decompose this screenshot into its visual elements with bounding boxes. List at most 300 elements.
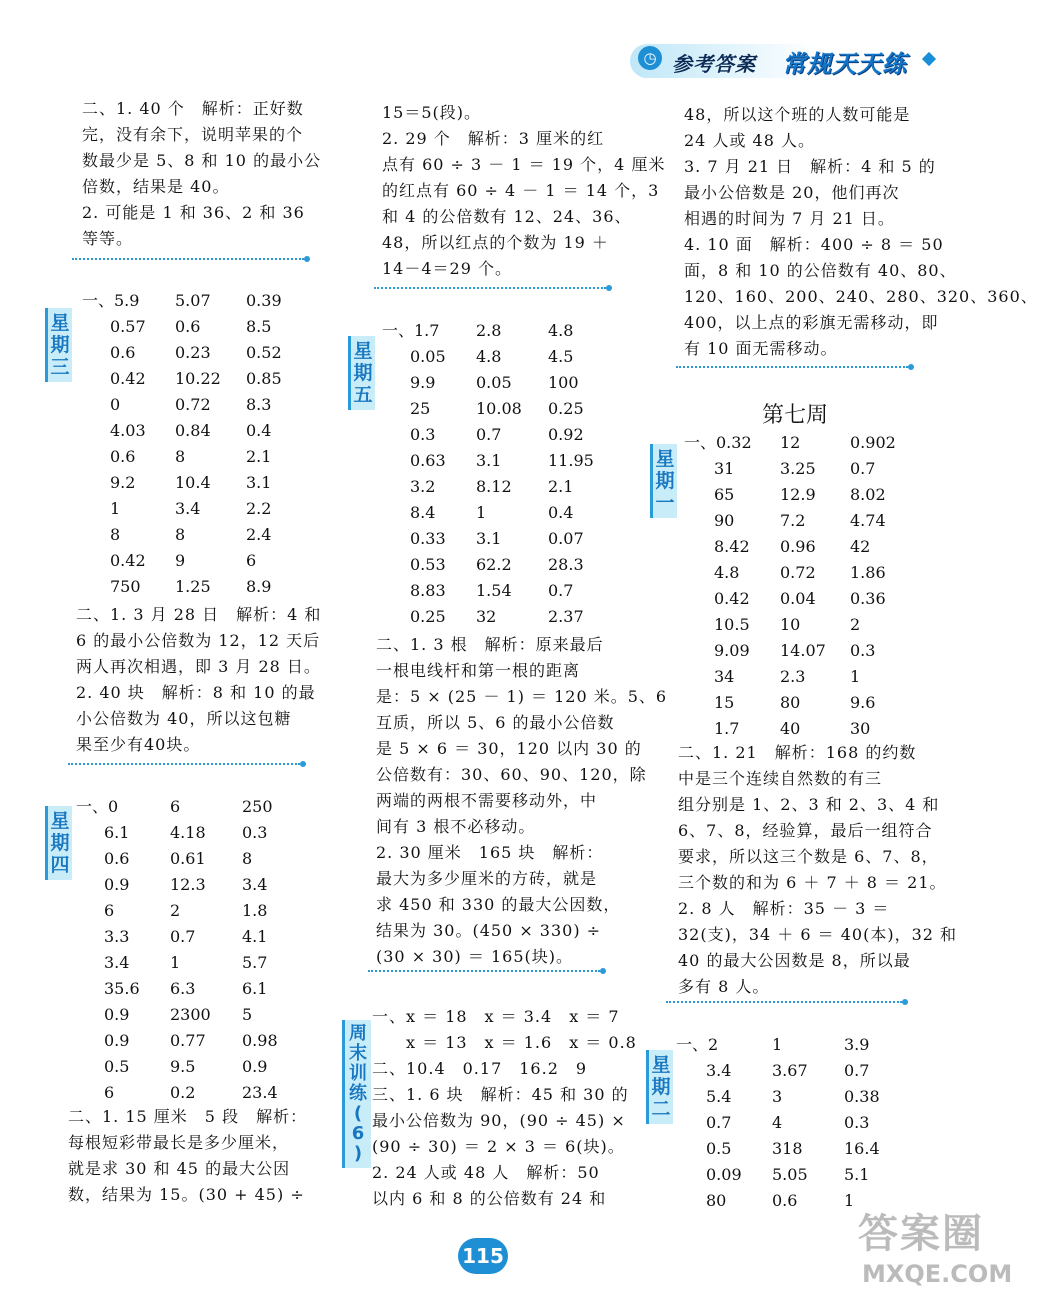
table-cell: 0.42 <box>110 369 146 388</box>
answer-line: 400，以上点的彩旗无需移动，即 <box>684 313 939 332</box>
table-cell: 8 <box>110 525 121 544</box>
table-cell: 3.4 <box>104 953 130 972</box>
table-cell: 80 <box>780 693 801 712</box>
table-cell: 15 <box>714 693 735 712</box>
table-cell: 一、2 <box>676 1035 719 1054</box>
tag-weekend-practice: 周 末 训 练 ( 6 ) <box>342 1020 371 1168</box>
answer-line: 6 的最小公倍数为 12，12 天后 <box>76 631 321 650</box>
table-cell: 3.3 <box>104 927 130 946</box>
table-row <box>76 846 306 872</box>
table-row <box>684 690 914 716</box>
table-cell: 6 <box>246 551 257 570</box>
table-cell: 42 <box>850 537 871 556</box>
table-cell: 2 <box>170 901 181 920</box>
table-cell: 3.4 <box>706 1061 732 1080</box>
table-cell: 3 <box>772 1087 783 1106</box>
watermark-logo <box>858 1202 1013 1292</box>
answer-line: 以内 6 和 8 的公倍数有 24 和 <box>372 1189 607 1208</box>
thu-answer-table <box>76 794 306 1106</box>
table-cell: 0.7 <box>170 927 196 946</box>
table-cell: 4.03 <box>110 421 146 440</box>
table-cell: 6.1 <box>104 823 130 842</box>
answer-line: 面，8 和 10 的公倍数有 40、80、 <box>684 261 957 280</box>
table-cell: 6.1 <box>242 979 268 998</box>
answer-line: 组分别是 1、2、3 和 2、3、4 和 <box>678 795 940 814</box>
table-row <box>382 552 612 578</box>
table-cell: 0.72 <box>780 563 816 582</box>
table-cell: 0.9 <box>104 875 130 894</box>
table-cell: 0.98 <box>242 1031 278 1050</box>
table-row <box>684 716 914 742</box>
table-cell: 3.67 <box>772 1061 808 1080</box>
table-cell: 4.5 <box>548 347 574 366</box>
answer-line: 间有 3 根不必移动。 <box>376 817 536 836</box>
table-row <box>382 500 612 526</box>
table-cell: 8.3 <box>246 395 272 414</box>
table-cell: 35.6 <box>104 979 140 998</box>
answer-line: 就是求 30 和 45 的最大公因 <box>68 1159 291 1178</box>
table-cell: 0.23 <box>175 343 211 362</box>
answer-line: (30 × 30) ＝ 165(块)。 <box>376 947 573 966</box>
table-row <box>382 578 612 604</box>
table-cell: 0.2 <box>170 1083 196 1102</box>
answer-line: 14－4＝29 个。 <box>382 259 512 278</box>
table-row <box>76 924 306 950</box>
answer-line: 每根短彩带最长是多少厘米， <box>68 1133 290 1152</box>
table-row <box>676 1162 906 1188</box>
header-prefix: 参考答案 <box>672 52 756 76</box>
table-cell: 3.2 <box>410 477 436 496</box>
answer-line: 的红点有 60 ÷ 4 － 1 ＝ 14 个，3 <box>382 181 660 200</box>
table-cell: 62.2 <box>476 555 512 574</box>
table-row <box>382 318 612 344</box>
table-row <box>382 474 612 500</box>
table-cell: 0.6 <box>110 447 136 466</box>
table-row <box>684 612 914 638</box>
table-cell: 8 <box>175 525 186 544</box>
table-cell: 100 <box>548 373 579 392</box>
table-cell: 0.38 <box>844 1087 880 1106</box>
table-row <box>684 430 914 456</box>
answer-line: 120、160、200、240、280、320、360、 <box>684 287 1038 306</box>
table-row <box>82 288 312 314</box>
answer-line: 是：5 × (25 － 1) ＝ 120 米。5、6 <box>376 687 668 706</box>
table-cell: 6 <box>104 901 115 920</box>
table-cell: 4 <box>772 1113 783 1132</box>
table-row <box>82 548 312 574</box>
answer-line: 2. 40 块 解析：8 和 10 的最 <box>76 683 316 702</box>
table-cell: 0.7 <box>706 1113 732 1132</box>
answer-line: 有 10 面无需移动。 <box>684 339 838 358</box>
table-cell: 0.42 <box>714 589 750 608</box>
table-cell: 0.6 <box>175 317 201 336</box>
table-row <box>684 664 914 690</box>
answer-line: 2. 24 人或 48 人 解析：50 <box>372 1163 600 1182</box>
answer-line: 6、7、8，经验算，最后一组符合 <box>678 821 933 840</box>
table-row <box>684 508 914 534</box>
table-cell: 9.9 <box>410 373 436 392</box>
table-cell: 6 <box>104 1083 115 1102</box>
answer-line: 多有 8 人。 <box>678 977 770 996</box>
answer-line: 一、x ＝ 18 x ＝ 3.4 x ＝ 7 <box>372 1007 620 1026</box>
answer-line: 2. 可能是 1 和 36、2 和 36 <box>82 203 305 222</box>
answer-line: 互质，所以 5、6 的最小公倍数 <box>376 713 615 732</box>
table-cell: 一、0 <box>76 797 119 816</box>
table-cell: 0.04 <box>780 589 816 608</box>
table-row <box>76 872 306 898</box>
divider <box>68 763 300 765</box>
table-cell: 5.05 <box>772 1165 808 1184</box>
table-cell: 12 <box>780 433 801 452</box>
table-row <box>82 496 312 522</box>
table-cell: 8 <box>175 447 186 466</box>
answer-line: 二、1. 3 月 28 日 解析：4 和 <box>76 605 322 624</box>
table-row <box>382 448 612 474</box>
table-cell: 1.86 <box>850 563 886 582</box>
table-row <box>684 586 914 612</box>
table-cell: 3.1 <box>246 473 272 492</box>
tag-friday: 星 期 五 <box>348 336 375 410</box>
table-cell: 10.22 <box>175 369 221 388</box>
table-row <box>684 638 914 664</box>
table-cell: 0.33 <box>410 529 446 548</box>
answer-line: (90 ÷ 30) ＝ 2 × 3 ＝ 6(块)。 <box>372 1137 625 1156</box>
table-cell: 90 <box>714 511 735 530</box>
table-cell: 318 <box>772 1139 803 1158</box>
table-cell: 9.6 <box>850 693 876 712</box>
answer-line: 两人再次相遇，即 3 月 28 日。 <box>76 657 321 676</box>
table-cell: 31 <box>714 459 735 478</box>
table-cell: 0.05 <box>476 373 512 392</box>
table-cell: 4.74 <box>850 511 886 530</box>
table-cell: 32 <box>476 607 497 626</box>
table-cell: 3.1 <box>476 529 502 548</box>
answer-line: 二、1. 40 个 解析：正好数 <box>82 99 304 118</box>
watermark-top: 答案圈 <box>858 1211 984 1257</box>
answer-line: 最小公倍数是 20，他们再次 <box>684 183 900 202</box>
answer-line: x ＝ 13 x ＝ 1.6 x ＝ 0.8 <box>372 1033 637 1052</box>
table-row <box>382 604 612 630</box>
divider <box>72 258 304 260</box>
table-row <box>684 560 914 586</box>
tag-thursday: 星 期 四 <box>45 806 72 880</box>
tag-monday: 星 期 一 <box>650 444 677 518</box>
table-row <box>82 470 312 496</box>
table-cell: 1 <box>772 1035 783 1054</box>
table-row <box>82 444 312 470</box>
table-row <box>382 370 612 396</box>
table-cell: 1.8 <box>242 901 268 920</box>
answer-line: 点有 60 ÷ 3 － 1 ＝ 19 个，4 厘米 <box>382 155 666 174</box>
table-cell: 0.7 <box>850 459 876 478</box>
table-row <box>76 1002 306 1028</box>
table-cell: 0.902 <box>850 433 896 452</box>
table-cell: 2.37 <box>548 607 584 626</box>
answer-line: 数最少是 5、8 和 10 的最小公 <box>82 151 322 170</box>
table-cell: 0.53 <box>410 555 446 574</box>
table-row <box>82 574 312 600</box>
wed-answer-table <box>82 288 312 600</box>
table-cell: 6.3 <box>170 979 196 998</box>
answer-line: 32(支)，34 ＋ 6 ＝ 40(本)，32 和 <box>678 925 958 944</box>
answer-line: 要求，所以这三个数是 6、7、8， <box>678 847 939 866</box>
table-cell: 2 <box>850 615 861 634</box>
table-cell: 0.36 <box>850 589 886 608</box>
table-row <box>82 366 312 392</box>
table-row <box>382 344 612 370</box>
table-cell: 一、1.7 <box>382 321 440 340</box>
table-cell: 8.83 <box>410 581 446 600</box>
answer-line: 最大为多少厘米的方砖，就是 <box>376 869 598 888</box>
table-cell: 2300 <box>170 1005 211 1024</box>
table-cell: 1 <box>476 503 487 522</box>
table-cell: 9.5 <box>170 1057 196 1076</box>
table-cell: 10.4 <box>175 473 211 492</box>
table-cell: 0.96 <box>780 537 816 556</box>
table-cell: 10.5 <box>714 615 750 634</box>
answer-line: 48，所以红点的个数为 19 ＋ <box>382 233 609 252</box>
table-cell: 1 <box>844 1191 855 1210</box>
table-cell: 2.1 <box>246 447 272 466</box>
table-cell: 23.4 <box>242 1083 278 1102</box>
table-cell: 0.05 <box>410 347 446 366</box>
answer-line: 求 450 和 330 的最大公因数， <box>376 895 621 914</box>
table-cell: 9 <box>175 551 186 570</box>
answer-line: 结果为 30。(450 × 330) ÷ <box>376 921 602 940</box>
table-cell: 1 <box>110 499 121 518</box>
answer-line: 2. 8 人 解析：35 － 3 ＝ <box>678 899 890 918</box>
table-row <box>76 794 306 820</box>
answer-line: 中是三个连续自然数的有三 <box>678 769 883 788</box>
table-row <box>676 1032 906 1058</box>
table-row <box>76 950 306 976</box>
table-cell: 11.95 <box>548 451 594 470</box>
tag-tuesday: 星 期 二 <box>646 1050 673 1124</box>
divider <box>368 970 600 972</box>
table-cell: 0.63 <box>410 451 446 470</box>
table-cell: 1.7 <box>714 719 740 738</box>
table-cell: 0.5 <box>706 1139 732 1158</box>
table-cell: 0.3 <box>844 1113 870 1132</box>
table-cell: 一、5.9 <box>82 291 140 310</box>
table-cell: 4.8 <box>714 563 740 582</box>
table-cell: 0.7 <box>476 425 502 444</box>
table-cell: 0.3 <box>850 641 876 660</box>
table-row <box>76 1080 306 1106</box>
answer-line: 三、1. 6 块 解析：45 和 30 的 <box>372 1085 629 1104</box>
answer-line: 等等。 <box>82 229 134 248</box>
tue-answer-table <box>676 1032 906 1214</box>
table-cell: 0.39 <box>246 291 282 310</box>
page-header <box>630 38 940 82</box>
table-cell: 0.7 <box>548 581 574 600</box>
table-cell: 0.92 <box>548 425 584 444</box>
table-cell: 14.07 <box>780 641 826 660</box>
table-cell: 1 <box>850 667 861 686</box>
table-cell: 0.6 <box>772 1191 798 1210</box>
table-cell: 9.09 <box>714 641 750 660</box>
table-cell: 1 <box>170 953 181 972</box>
answer-line: 2. 29 个 解析：3 厘米的红 <box>382 129 605 148</box>
table-cell: 0.6 <box>104 849 130 868</box>
table-cell: 3.4 <box>242 875 268 894</box>
table-cell: 4.18 <box>170 823 206 842</box>
answer-line: 三个数的和为 6 ＋ 7 ＋ 8 ＝ 21。 <box>678 873 947 892</box>
table-cell: 12.9 <box>780 485 816 504</box>
table-cell: 0.9 <box>104 1031 130 1050</box>
answer-line: 2. 30 厘米 165 块 解析： <box>376 843 604 862</box>
table-cell: 12.3 <box>170 875 206 894</box>
answer-line: 相遇的时间为 7 月 21 日。 <box>684 209 895 228</box>
table-cell: 40 <box>780 719 801 738</box>
table-row <box>676 1084 906 1110</box>
answer-line: 公倍数有：30、60、90、120，除 <box>376 765 647 784</box>
divider <box>374 287 606 289</box>
table-row <box>382 526 612 552</box>
answer-line: 40 的最大公因数是 8，所以最 <box>678 951 911 970</box>
table-cell: 2.3 <box>780 667 806 686</box>
table-cell: 1.54 <box>476 581 512 600</box>
table-cell: 16.4 <box>844 1139 880 1158</box>
table-cell: 0.42 <box>110 551 146 570</box>
answer-line: 24 人或 48 人。 <box>684 131 815 150</box>
table-row <box>76 1028 306 1054</box>
fri-answer-table <box>382 318 612 630</box>
divider <box>676 366 908 368</box>
table-cell: 2.2 <box>246 499 272 518</box>
answer-line: 最小公倍数为 90，(90 ÷ 45) × <box>372 1111 626 1130</box>
table-cell: 0.72 <box>175 395 211 414</box>
table-cell: 34 <box>714 667 735 686</box>
answer-line: 数，结果为 15。(30 + 45) ÷ <box>68 1185 305 1204</box>
table-cell: 65 <box>714 485 735 504</box>
table-cell: 3.4 <box>175 499 201 518</box>
table-cell: 2.4 <box>246 525 272 544</box>
table-cell: 8.4 <box>410 503 436 522</box>
answer-line: 和 4 的公倍数有 12、24、36、 <box>382 207 632 226</box>
table-cell: 0.07 <box>548 529 584 548</box>
table-cell: 2.8 <box>476 321 502 340</box>
answer-line: 完，没有余下，说明苹果的个 <box>82 125 304 144</box>
table-cell: 0.52 <box>246 343 282 362</box>
table-row <box>82 340 312 366</box>
table-cell: 6 <box>170 797 181 816</box>
table-row <box>76 976 306 1002</box>
table-cell: 8.12 <box>476 477 512 496</box>
table-cell: 0.25 <box>410 607 446 626</box>
table-row <box>684 456 914 482</box>
table-cell: 0.84 <box>175 421 211 440</box>
watermark-bottom: MXQE.COM <box>862 1260 1013 1288</box>
table-row <box>76 820 306 846</box>
table-row <box>76 1054 306 1080</box>
table-cell: 9.2 <box>110 473 136 492</box>
table-cell: 0.3 <box>410 425 436 444</box>
answer-line: 二、1. 3 根 解析：原来最后 <box>376 635 604 654</box>
table-cell: 一、0.32 <box>684 433 752 452</box>
table-cell: 4.8 <box>548 321 574 340</box>
table-row <box>676 1058 906 1084</box>
table-cell: 8.02 <box>850 485 886 504</box>
table-cell: 3.9 <box>844 1035 870 1054</box>
table-cell: 1.25 <box>175 577 211 596</box>
divider <box>666 1001 902 1003</box>
week-title: 第七周 <box>762 403 829 428</box>
table-cell: 750 <box>110 577 141 596</box>
table-cell: 8 <box>242 849 253 868</box>
table-row <box>82 314 312 340</box>
table-cell: 8.9 <box>246 577 272 596</box>
table-cell: 0 <box>110 395 121 414</box>
table-row <box>82 418 312 444</box>
table-cell: 0.5 <box>104 1057 130 1076</box>
table-cell: 3.25 <box>780 459 816 478</box>
table-cell: 0.25 <box>548 399 584 418</box>
page-number: 115 <box>458 1238 508 1274</box>
table-cell: 10.08 <box>476 399 522 418</box>
table-cell: 2.1 <box>548 477 574 496</box>
table-cell: 5 <box>242 1005 253 1024</box>
table-row <box>76 898 306 924</box>
table-cell: 5.7 <box>242 953 268 972</box>
mon-answer-table <box>684 430 914 742</box>
header-brand: 常规天天练 <box>782 50 907 78</box>
answer-line: 果至少有40块。 <box>76 735 201 754</box>
table-row <box>82 392 312 418</box>
table-cell: 0.4 <box>548 503 574 522</box>
clock-icon: ◷ <box>638 46 662 70</box>
table-cell: 25 <box>410 399 431 418</box>
table-cell: 0.7 <box>844 1061 870 1080</box>
table-cell: 0.77 <box>170 1031 206 1050</box>
answer-line: 二、10.4 0.17 16.2 9 <box>372 1059 588 1078</box>
table-cell: 8.42 <box>714 537 750 556</box>
table-cell: 30 <box>850 719 871 738</box>
table-cell: 0.9 <box>242 1057 268 1076</box>
answer-line: 小公倍数为 40，所以这包糖 <box>76 709 292 728</box>
table-cell: 3.1 <box>476 451 502 470</box>
table-cell: 0.09 <box>706 1165 742 1184</box>
tag-wednesday: 星 期 三 <box>45 308 72 382</box>
answer-line: 3. 7 月 21 日 解析：4 和 5 的 <box>684 157 936 176</box>
table-cell: 0.61 <box>170 849 206 868</box>
table-row <box>382 422 612 448</box>
table-cell: 28.3 <box>548 555 584 574</box>
table-cell: 7.2 <box>780 511 806 530</box>
table-cell: 5.07 <box>175 291 211 310</box>
table-row <box>82 522 312 548</box>
answer-line: 二、1. 21 解析：168 的约数 <box>678 743 917 762</box>
table-row <box>684 482 914 508</box>
answer-line: 4. 10 面 解析：400 ÷ 8 ＝ 50 <box>684 235 944 254</box>
answer-line: 一根电线杆和第一根的距离 <box>376 661 581 680</box>
table-cell: 0.57 <box>110 317 146 336</box>
table-cell: 0.3 <box>242 823 268 842</box>
table-cell: 0.4 <box>246 421 272 440</box>
table-row <box>676 1136 906 1162</box>
answer-line: 倍数，结果是 40。 <box>82 177 230 196</box>
table-cell: 0.85 <box>246 369 282 388</box>
answer-line: 两端的两根不需要移动外，中 <box>376 791 598 810</box>
table-cell: 8.5 <box>246 317 272 336</box>
table-row <box>684 534 914 560</box>
answer-line: 二、1. 15 厘米 5 段 解析： <box>68 1107 308 1126</box>
table-cell: 0.6 <box>110 343 136 362</box>
table-cell: 80 <box>706 1191 727 1210</box>
table-cell: 5.4 <box>706 1087 732 1106</box>
table-cell: 5.1 <box>844 1165 870 1184</box>
answer-line: 是 5 × 6 ＝ 30，120 以内 30 的 <box>376 739 642 758</box>
